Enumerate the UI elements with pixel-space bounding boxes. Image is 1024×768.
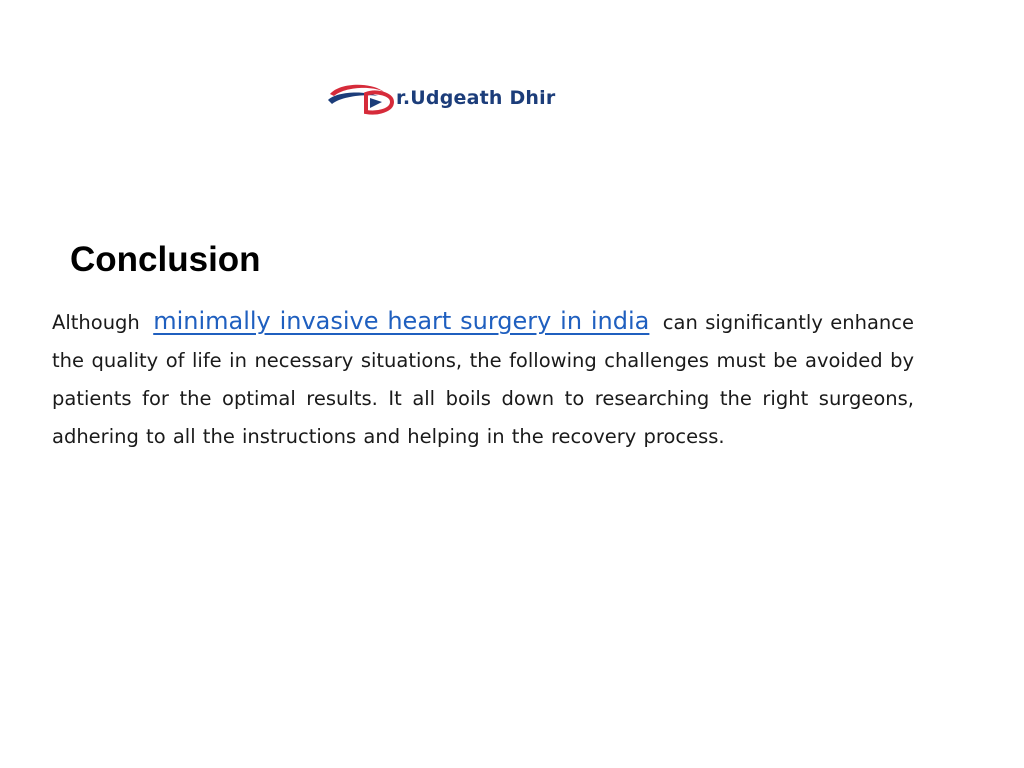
page-title: Conclusion — [70, 240, 261, 279]
conclusion-paragraph — [52, 302, 914, 456]
brand-logo — [326, 80, 626, 116]
heart-d-logo-icon — [326, 80, 398, 116]
paragraph-lead: Although — [52, 311, 140, 334]
logo-text: r.Udgeath Dhir — [396, 87, 556, 109]
paragraph-rest: can significantly enhance the quality of life in necessary situations, the following challenges must be avoided by patients for the optimal results. It all boils down to researching the right surgeons, adhering to all the instructions and helping in the recovery process. — [52, 311, 915, 448]
surgery-link[interactable]: minimally invasive heart surgery in india — [153, 307, 650, 335]
